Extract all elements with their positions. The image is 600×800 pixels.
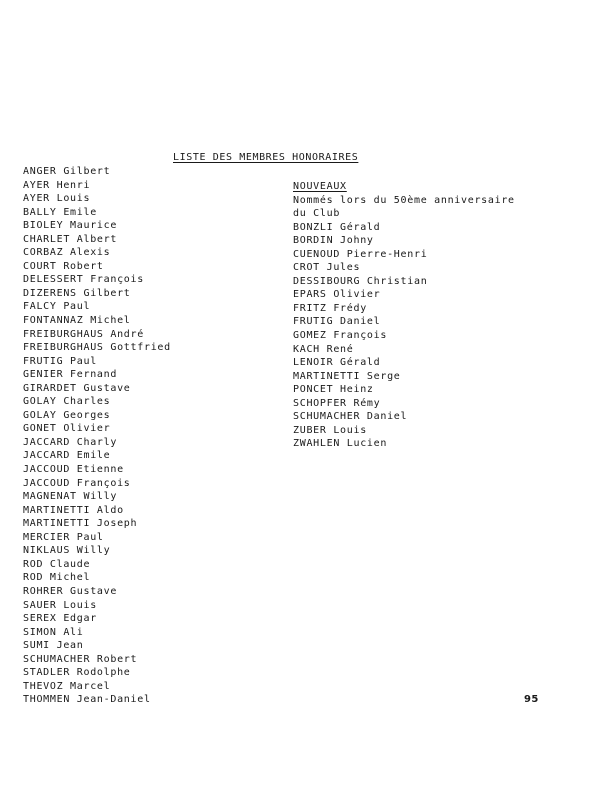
new-members-list <box>293 221 515 451</box>
new-members-intro-line-1: Nommés lors du 50ème anniversaire <box>293 194 515 206</box>
member-name: JACCARD Emile <box>23 450 111 462</box>
new-member-name: GOMEZ François <box>293 330 388 342</box>
new-members-section <box>293 180 515 451</box>
new-member-name: FRITZ Frédy <box>293 302 367 314</box>
member-name: SIMON Ali <box>23 626 84 638</box>
member-name: FONTANNAZ Michel <box>23 315 131 327</box>
new-member-name: PONCET Heinz <box>293 384 374 396</box>
member-name: COURT Robert <box>23 260 104 272</box>
new-member-name: LENOIR Gérald <box>293 357 381 369</box>
member-name: BIOLEY Maurice <box>23 220 118 232</box>
new-member-name: SCHUMACHER Daniel <box>293 411 408 423</box>
member-name: CORBAZ Alexis <box>23 247 111 259</box>
new-member-name: ZWAHLEN Lucien <box>293 438 388 450</box>
new-member-name: FRUTIG Daniel <box>293 316 381 328</box>
member-name: ROD Claude <box>23 558 91 570</box>
member-name: DELESSERT François <box>23 274 144 286</box>
member-name: MARTINETTI Joseph <box>23 518 138 530</box>
member-name: FRUTIG Paul <box>23 355 97 367</box>
member-name: SAUER Louis <box>23 599 97 611</box>
member-name: NIKLAUS Willy <box>23 545 111 557</box>
member-name: MAGNENAT Willy <box>23 491 118 503</box>
member-name: GOLAY Georges <box>23 409 111 421</box>
new-member-name: ZUBER Louis <box>293 424 367 436</box>
page-number: 95 <box>524 694 539 705</box>
new-members-heading: NOUVEAUX <box>293 181 347 192</box>
member-name: AYER Henri <box>23 179 91 191</box>
new-member-name: BORDIN Johny <box>293 235 374 247</box>
new-member-name: CROT Jules <box>293 262 361 274</box>
new-member-name: KACH René <box>293 343 354 355</box>
member-name: FALCY Paul <box>23 301 91 313</box>
honorary-members-list <box>23 165 171 707</box>
new-member-name: MARTINETTI Serge <box>293 370 401 382</box>
member-name: SUMI Jean <box>23 640 84 652</box>
member-name: MARTINETTI Aldo <box>23 504 124 516</box>
member-name: JACCOUD Etienne <box>23 464 124 476</box>
member-name: THOMMEN Jean-Daniel <box>23 694 151 706</box>
member-name: SCHUMACHER Robert <box>23 653 138 665</box>
member-name: DIZERENS Gilbert <box>23 287 131 299</box>
member-name: FREIBURGHAUS André <box>23 328 144 340</box>
member-name: ROHRER Gustave <box>23 585 118 597</box>
member-name: GENIER Fernand <box>23 369 118 381</box>
member-name: BALLY Emile <box>23 206 97 218</box>
page-title: LISTE DES MEMBRES HONORAIRES <box>173 152 359 163</box>
member-name: SEREX Edgar <box>23 613 97 625</box>
member-name: GIRARDET Gustave <box>23 382 131 394</box>
member-name: GOLAY Charles <box>23 396 111 408</box>
member-name: THEVOZ Marcel <box>23 680 111 692</box>
member-name: ANGER Gilbert <box>23 166 111 177</box>
new-member-name: DESSIBOURG Christian <box>293 275 428 287</box>
member-name: JACCARD Charly <box>23 436 118 448</box>
member-name: MERCIER Paul <box>23 531 104 543</box>
new-members-intro-line-2: du Club <box>293 208 341 220</box>
member-name: GONET Olivier <box>23 423 111 435</box>
member-name: FREIBURGHAUS Gottfried <box>23 342 171 354</box>
new-member-name: SCHOPFER Rémy <box>293 397 381 409</box>
member-name: STADLER Rodolphe <box>23 667 131 679</box>
member-name: AYER Louis <box>23 193 91 205</box>
new-member-name: EPARS Olivier <box>293 289 381 301</box>
member-name: JACCOUD François <box>23 477 131 489</box>
new-member-name: BONZLI Gérald <box>293 221 381 233</box>
member-name: CHARLET Albert <box>23 233 118 245</box>
new-member-name: CUENOUD Pierre-Henri <box>293 248 428 260</box>
member-name: ROD Michel <box>23 572 91 584</box>
